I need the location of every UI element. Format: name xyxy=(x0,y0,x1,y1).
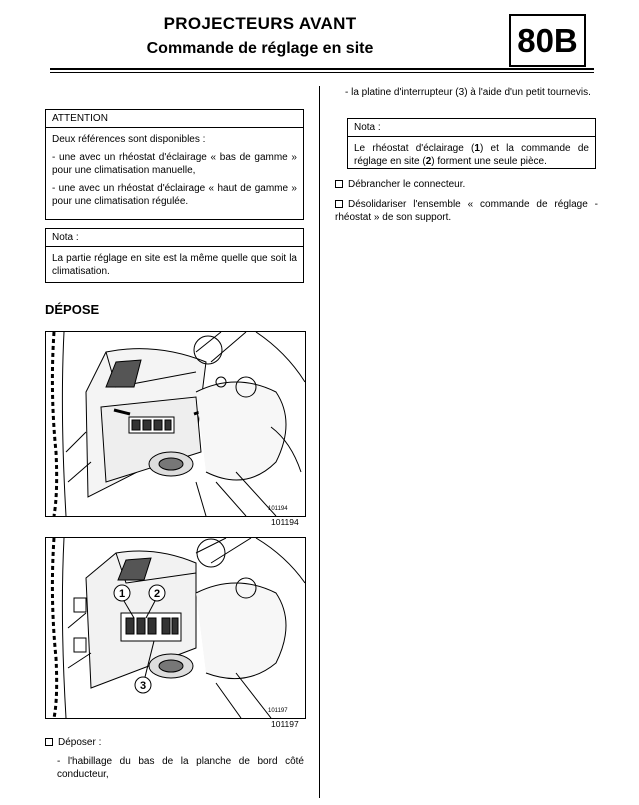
section-code-badge: 80B xyxy=(509,14,586,67)
nota-text-part: ) et la commande de réglage en site ( xyxy=(354,143,589,167)
step-deposer-label: Déposer : xyxy=(58,737,102,748)
figure-code-1: 101194 xyxy=(271,517,299,527)
nota-heading-2: Nota : xyxy=(348,119,595,137)
nota-heading: Nota : xyxy=(46,229,303,247)
nota-box xyxy=(45,228,304,283)
step-text: Désolidariser l'ensemble « commande de réglage - rhéostat » de son support. xyxy=(335,199,598,223)
step-deposer xyxy=(45,736,304,749)
nota-ref-1: 1 xyxy=(474,143,480,154)
callout-1: 1 xyxy=(118,588,126,600)
figure-illustration-1 xyxy=(45,331,306,517)
attention-item: - une avec un rhéostat d'éclairage « haut de gamme » pour une climatisation régulée. xyxy=(52,183,297,207)
page-subtitle: Commande de réglage en site xyxy=(146,40,374,57)
section-title-depose: DÉPOSE xyxy=(45,302,100,317)
header-rule xyxy=(50,68,594,70)
figure-inner-code: 101197 xyxy=(268,708,288,714)
nota-ref-2: 2 xyxy=(425,156,432,167)
attention-body xyxy=(46,128,303,213)
nota-text: La partie réglage en site est la même quelle que soit la climatisation. xyxy=(52,253,297,277)
figure-inner-code: 101194 xyxy=(268,506,288,512)
callout-2: 2 xyxy=(153,588,161,600)
step-text: Débrancher le connecteur. xyxy=(348,179,466,190)
nota-text-part: ) forment une seule pièce. xyxy=(431,156,547,167)
dashboard-lower-trim-drawing xyxy=(46,332,305,516)
checkbox-bullet-icon xyxy=(45,738,53,746)
step-deposer-item: - l'habillage du bas de la planche de bord côté conducteur, xyxy=(57,756,304,780)
step-desolidariser xyxy=(335,198,598,224)
step-debrancher xyxy=(335,178,598,191)
callout-3: 3 xyxy=(139,680,147,692)
nota-box-2 xyxy=(347,118,596,169)
checkbox-bullet-icon xyxy=(335,180,343,188)
page-title: PROJECTEURS AVANT xyxy=(163,14,357,33)
switch-panel-drawing xyxy=(46,538,305,718)
nota-text-part: Le rhéostat d'éclairage ( xyxy=(354,143,475,154)
figure-code-2: 101197 xyxy=(271,719,299,729)
figure-illustration-2 xyxy=(45,537,306,719)
attention-item: - une avec un rhéostat d'éclairage « bas de gamme » pour une climatisation manuelle, xyxy=(52,152,297,176)
continuation-item: - la platine d'interrupteur (3) à l'aide d'un petit tournevis. xyxy=(345,87,591,98)
checkbox-bullet-icon xyxy=(335,200,343,208)
nota-text-2 xyxy=(348,137,595,173)
attention-heading: ATTENTION xyxy=(46,110,303,128)
attention-box xyxy=(45,109,304,220)
header-rule-thin xyxy=(50,72,594,73)
attention-intro: Deux références sont disponibles : xyxy=(52,134,206,145)
column-divider xyxy=(319,86,320,798)
